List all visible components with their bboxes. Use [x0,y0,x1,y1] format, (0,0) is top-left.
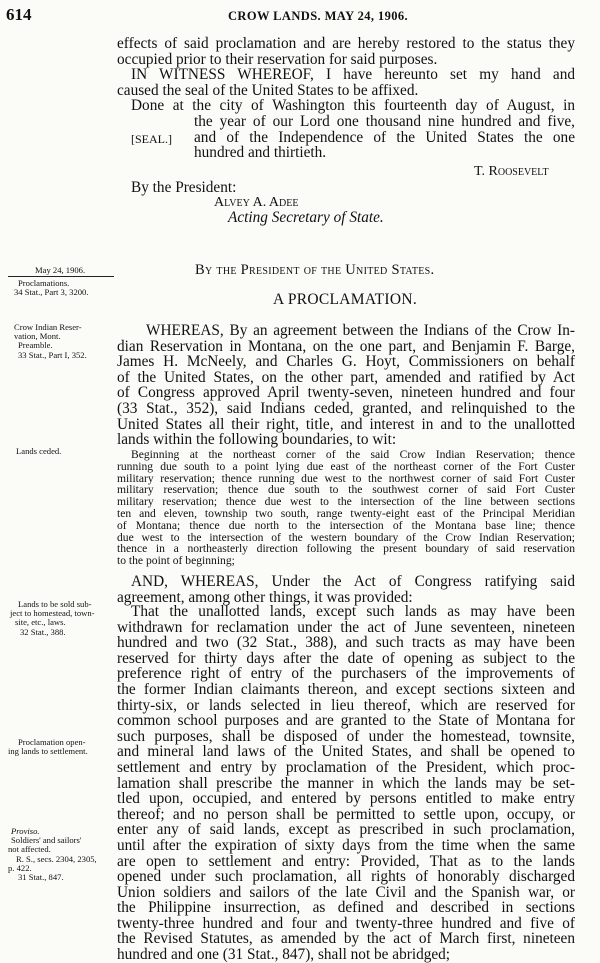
whereas-paragraph [117,323,575,448]
running-title: CROW LANDS. MAY 24, 1906. [228,9,409,23]
boundary-description [117,449,575,567]
sidenote-line: Crow Indian Reser- [14,322,82,332]
sidenote-line: not affected. [8,844,51,855]
text-line: IN WITNESS WHEREOF, I have hereunto set my hand and [131,66,575,84]
sidenote-line: site, etc., laws. [15,617,66,628]
text-line: occupied prior to their reservation for said purposes. [117,50,438,68]
text-line: are open to settlement and entry: Provided, That as to the lands [117,852,575,870]
sidenote-line: Proclamations. [18,278,70,288]
text-line: of Montana; thence due north to the intersection of the Montana base line; thence [117,518,575,532]
and-whereas-paragraph [117,574,575,605]
sidenote-crow-reservation [14,323,87,360]
text-line: the Philippine insurrection, as defined and described in sections [117,899,575,917]
text-line: due west to the intersection of the western boundary of the Crow Indian Reservation; [117,530,575,544]
text-line: ten and eleven, township two south, range twenty-eight east of the Principal Meridian [117,506,575,520]
sidenote-line: R. S., secs. 2304, 2305, [16,853,97,864]
seal-label: [SEAL.] [131,132,172,146]
sidenote-line: vation, Mont. [14,331,61,342]
sidenote-line: 33 Stat., Part I, 352. [18,349,87,360]
text-line: the Revised Statutes, as amended by the act of March first, nineteen [117,930,575,948]
text-line: effects of said proclamation and are hereby restored to the status they [117,35,575,52]
text-line: running due south to a point lying due east of the northeast corner of the Fort Custer [117,459,575,473]
text-line: hundred and thirtieth. [194,144,327,162]
sidenote-line: Lands to be sold sub- [18,599,92,609]
proclamation-heading: By the President of the United States. [195,262,435,278]
text-line: dian Reservation in Montana, on the one part, and Benjamin F. Barge, [117,337,575,355]
sidenote-proclamation-opening [8,738,88,756]
text-line: (33 Stat., 352), said Indians ceded, granted, and relinquished to the [117,399,575,417]
sidenote-proviso [8,827,97,882]
text-line: tled upon, occupied, and entered by persons entitled to make entry [117,790,575,808]
text-line: agreement, among other things, it was provided: [117,588,413,606]
text-line: WHEREAS, By an agreement between the Indians of the Crow In- [146,322,575,339]
text-line: to the point of beginning; [117,554,235,568]
sidenote-line: Proviso. [11,826,40,836]
secretary-title: Acting Secretary of State. [228,209,384,226]
text-line: opened under such proclamation, all rights of honorably discharged [117,868,575,886]
text-line: Beginning at the northeast corner of the said Crow Indian Reservation; thence [131,448,575,461]
text-line: until after the expiration of sixty days from the time when the same [117,836,575,854]
text-line: That the unallotted lands, except such lands as may have been [131,603,575,620]
text-line: lamation shall prescribe the manner in which the lands may be set- [117,774,575,792]
text-line: common school purposes and are granted to the State of Montana for [117,712,575,730]
sidenote-lands-ceded: Lands ceded. [16,446,62,456]
sidenote-lands-sold [10,600,94,637]
text-line: the year of our Lord one thousand nine hundred and five, [194,112,575,130]
text-line: of the United States, on the other part, amended and ratified by Act [117,368,575,386]
text-line: lands within the following boundaries, to wit: [117,431,397,449]
text-line: the former Indian claimants thereon, and except sections sixteen and [117,680,575,698]
text-line: enter any of said lands, except as prescribed in such proclamation, [117,821,575,839]
sidenote-line: ject to homestead, town- [10,608,95,619]
sidenote-proclamations [14,279,88,297]
text-line: AND, WHEREAS, Under the Act of Congress ratifying said [131,573,575,590]
text-line: thence in a northeasterly direction following the present boundary of said reservation [117,542,575,556]
text-line: thirty-six, or lands selected in lieu thereof, which are reserved for [117,696,575,714]
top-continuation [117,36,575,161]
sidenote-line: ing lands to settlement. [8,746,88,757]
text-line: preference right of entry of the purchasers of the improvements of [117,665,575,683]
sidenote-line: Soldiers' and sailors' [11,835,82,846]
text-line: thereof; and no person shall be permitted to settle upon, occupy, or [117,805,575,823]
sidenote-date: May 24, 1906. [35,265,86,275]
text-line: of Congress approved April twenty-seven, nineteen hundred and four [117,384,575,402]
sidenote-rule [8,276,114,277]
sidenote-line: p. 422. [8,862,32,873]
text-line: and mineral land laws of the United States, and shall be opened to [117,743,575,761]
text-line: reserved for thirty days after the date of opening as subject to the [117,649,575,667]
text-line: military reservation; thence due south to the southwest corner of said Fort Custer [117,483,575,497]
text-line: military reservation; thence running due west to the northwest corner of said Fort Custer [117,471,575,485]
signer-name: T. Roosevelt [474,164,549,179]
text-line: hundred and two (32 Stat., 388), and such tracts as may have been [117,634,575,652]
by-the-president: By the President: [131,179,237,196]
text-line: and of the Independence of the United States the one [194,128,575,146]
page-number: 614 [6,5,32,24]
sidenote-line: 34 Stat., Part 3, 3200. [14,287,89,298]
text-line: James H. McNeely, and Charles G. Hoyt, Commissioners on behalf [117,353,575,371]
text-line: settlement and entry by proclamation of the President, which proc- [117,758,575,776]
text-line: United States all their right, title, and interest in and to the unallotted [117,415,575,433]
proclamation-title: A PROCLAMATION. [273,291,418,308]
sidenote-line: Proclamation open- [18,737,86,747]
text-line: military reservation; thence due west to the intersection of the line between sections [117,495,575,509]
secretary-name: Alvey A. Adee [214,195,299,210]
text-line: hundred and one (31 Stat., 847), shall not be abridged; [117,946,451,963]
text-line: such purposes, shall be disposed of under the homestead, townsite, [117,727,575,745]
sidenote-line: 32 Stat., 388. [20,626,66,637]
sidenote-line: 31 Stat., 847. [18,872,64,883]
text-line: caused the seal of the United States to be affixed. [117,81,419,99]
sidenote-line: Preamble. [18,340,53,351]
text-line: Done at the city of Washington this fourteenth day of August, in [131,97,575,115]
provided-paragraph [117,604,575,963]
text-line: withdrawn for reclamation under the act of June seventeen, nineteen [117,618,575,636]
text-line: Union soldiers and sailors of the late Civil and the Spanish war, or [117,883,575,901]
text-line: twenty-three hundred and four and twenty-three hundred and five of [117,914,575,932]
